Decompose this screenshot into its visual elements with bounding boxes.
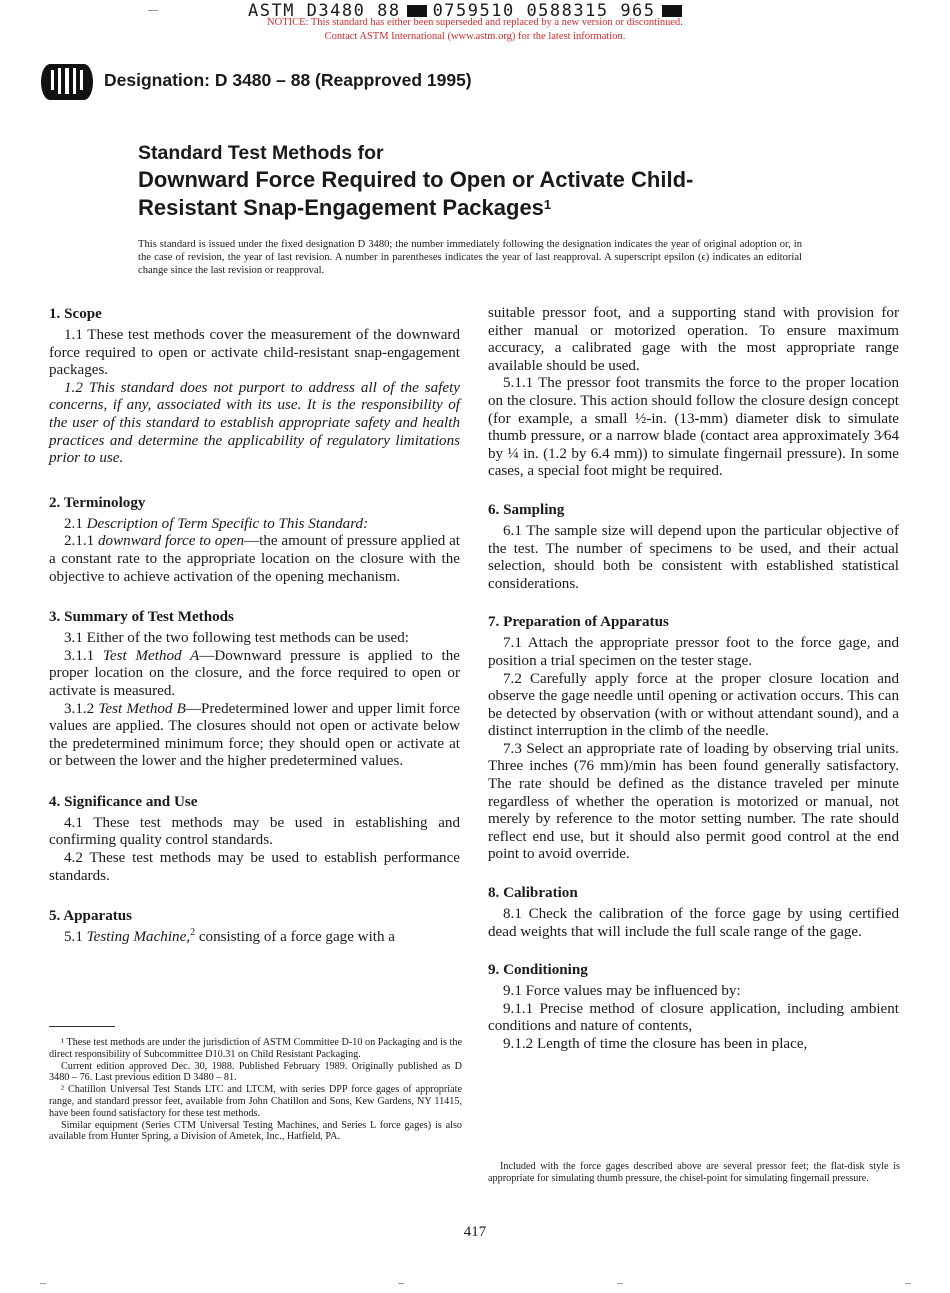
- scan-mark: [617, 1283, 623, 1284]
- paragraph: 2.1 Description of Term Specific to This Standard:: [64, 515, 369, 532]
- paragraph: 5.1 Testing Machine,$^2$ consisting of a force gage with a: [64, 927, 395, 946]
- paragraph: 7.3 Select an appropriate rate of loading by observing trial units. Three inches (76 mm)/min has been found generally satisfactory. The rate should be defined as the distance traveled per minute regardless of whether the operation is motorized or manual, not merely by reference to the motor setting number. The rate should reflect end use, but it should also permit good control at the end point to avoid override.: [488, 740, 899, 863]
- scan-mark: [398, 1283, 404, 1284]
- footnote-ref: 2: [190, 927, 196, 939]
- section-heading: 8. Calibration: [488, 885, 578, 902]
- code-left: ASTM D3480 88: [248, 1, 401, 21]
- left-column: [49, 305, 460, 947]
- section-heading: 4. Significance and Use: [49, 793, 198, 810]
- paragraph: 5.1.1 The pressor foot transmits the force to the proper location on the closure. This action should follow the closure design concept (for example, a small ½-in. (13-mm) diameter disk to simulate thumb pressure, or a narrow blade (contact area approximately 3⁄64 by ¼ in. (1.2 by 6.4 mm)) to simulate fingernail pressure). In some cases, a special foot might be required.: [488, 375, 899, 480]
- document-title: [138, 140, 838, 222]
- paragraph: 1.2 This standard does not purport to address all of the safety concerns, if any, associated with its use. It is the responsibility of the user of this standard to establish appropriate safety and health practices and determine the applicability of regulatory limitations prior to use.: [49, 379, 460, 467]
- section-heading: 9. Conditioning: [488, 962, 588, 979]
- title-footnote-mark: 1: [543, 197, 552, 212]
- paragraph: 2.1.1 downward force to open—the amount of pressure applied at a constant rate to the appropriate location on the closure with the objective to achieve activation of the opening mechanism.: [49, 533, 460, 585]
- section-heading: 7. Preparation of Apparatus: [488, 614, 669, 631]
- paragraph: 1.1 These test methods cover the measurement of the downward force required to open or activate child-resistant snap-engagement packages.: [49, 327, 460, 379]
- page-number: 417: [463, 1224, 487, 1240]
- paragraph: 7.1 Attach the appropriate pressor foot to the force gage, and position a trial specimen on the tester stage.: [488, 635, 899, 669]
- footnote: ¹ These test methods are under the jurisdiction of ASTM Committee D-10 on Packaging and is the direct responsibility of Subcommittee D10.31 on Child Resistant Packaging.: [49, 1037, 462, 1060]
- paragraph: 3.1 Either of the two following test methods can be used:: [64, 630, 409, 647]
- footnote: Current edition approved Dec. 30, 1988. Published February 1989. Originally published as D 3480 – 76. Last previous edition D 3480 – 81.: [49, 1060, 462, 1084]
- title-line-1: Standard Test Methods for: [138, 142, 384, 164]
- paragraph: 9.1.2 Length of time the closure has been in place,: [503, 1036, 808, 1052]
- paragraph: 6.1 The sample size will depend upon the particular objective of the test. The number of specimens to be used, and their actual selection, should both be consistent with established statistical considerations.: [488, 522, 899, 592]
- title-line-2: Downward Force Required to Open or Activate Child-: [138, 167, 694, 192]
- footnote: Included with the force gages described above are several pressor feet; the flat-disk style is appropriate for simulating thumb pressure, the chisel-point for simulating fingernail pressure.: [488, 1161, 900, 1184]
- astm-logo-icon: [40, 62, 94, 102]
- paragraph: suitable pressor foot, and a supporting stand with provision for either manual or motorized operation. To ensure maximum accuracy, a calibrated gage with the most appropriate range available should be used.: [488, 305, 899, 374]
- footnote-divider: [49, 1026, 115, 1027]
- paragraph: 3.1.2 Test Method B—Predetermined lower and upper limit force values are applied. The closures should not open or activate below the predetermined minimum force; they should open or activate at or between the lower and the higher predetermined values.: [49, 700, 461, 770]
- designation: Designation: D 3480 – 88 (Reapproved 1995): [104, 70, 472, 90]
- footnote: Similar equipment (Series CTM Universal Testing Machines, and Series L force gages) is also available from Hunter Spring, a Division of Ametek, Inc., Hatfield, PA.: [49, 1119, 462, 1143]
- paragraph: 7.2 Carefully apply force at the proper closure location and observe the gage needle until opening or activation occurs. This can be detected by observation (with or without attendant sound), and a distinct interruption in the climb of the needle.: [488, 670, 899, 740]
- section-heading: 1. Scope: [49, 306, 102, 322]
- paragraph: 8.1 Check the calibration of the force gage by using certified dead weights that will include the full scale range of the gage.: [488, 906, 899, 940]
- footnotes-left: [49, 1037, 462, 1143]
- scan-mark: [40, 1283, 46, 1284]
- preamble: This standard is issued under the fixed designation D 3480; the number immediately following the designation indicates the year of original adoption or, in the case of revision, the year of last revision. A number in parentheses indicates the year of last reapproval. A superscript epsilon (ϵ) indicates an editorial change since the last revision or reapproval.: [138, 239, 802, 276]
- notice-line-1: NOTICE: This standard has either been superseded and replaced by a new version or discontinued.: [267, 17, 683, 28]
- right-column: [488, 305, 899, 1054]
- paragraph: 4.2 These test methods may be used to establish performance standards.: [49, 850, 460, 884]
- footnote: ² Chatillon Universal Test Stands LTC and LTCM, with series DPP force gages of appropriate range, and standard pressor feet, available from John Chatillon and Sons, Kew Gardens, NY 11415, have been found satisfactory for these test methods.: [49, 1084, 462, 1119]
- paragraph: 3.1.1 Test Method A—Downward pressure is applied to the proper location on the closure, and the force required to open or activate is measured.: [49, 647, 460, 699]
- paragraph: 9.1 Force values may be influenced by:: [503, 983, 741, 1000]
- section-heading: 6. Sampling: [488, 501, 565, 518]
- scan-mark: [148, 10, 158, 11]
- section-heading: 5. Apparatus: [49, 908, 133, 925]
- section-heading: 3. Summary of Test Methods: [49, 609, 234, 626]
- notice-line-2[interactable]: Contact ASTM International (www.astm.org) for the latest information.: [324, 31, 626, 42]
- redaction-block: [662, 5, 682, 17]
- footnote-right: [488, 1161, 900, 1185]
- redaction-block: [407, 5, 427, 17]
- paragraph: 4.1 These test methods may be used in establishing and confirming quality control standards.: [49, 814, 460, 849]
- code-right: 0759510 0588315 965: [432, 1, 656, 21]
- scan-mark: [905, 1283, 911, 1284]
- paragraph: 9.1.1 Precise method of closure application, including ambient conditions and nature of contents,: [488, 1000, 899, 1035]
- section-heading: 2. Terminology: [49, 494, 146, 511]
- title-line-3: Resistant Snap-Engagement Packages$^1$: [138, 195, 552, 220]
